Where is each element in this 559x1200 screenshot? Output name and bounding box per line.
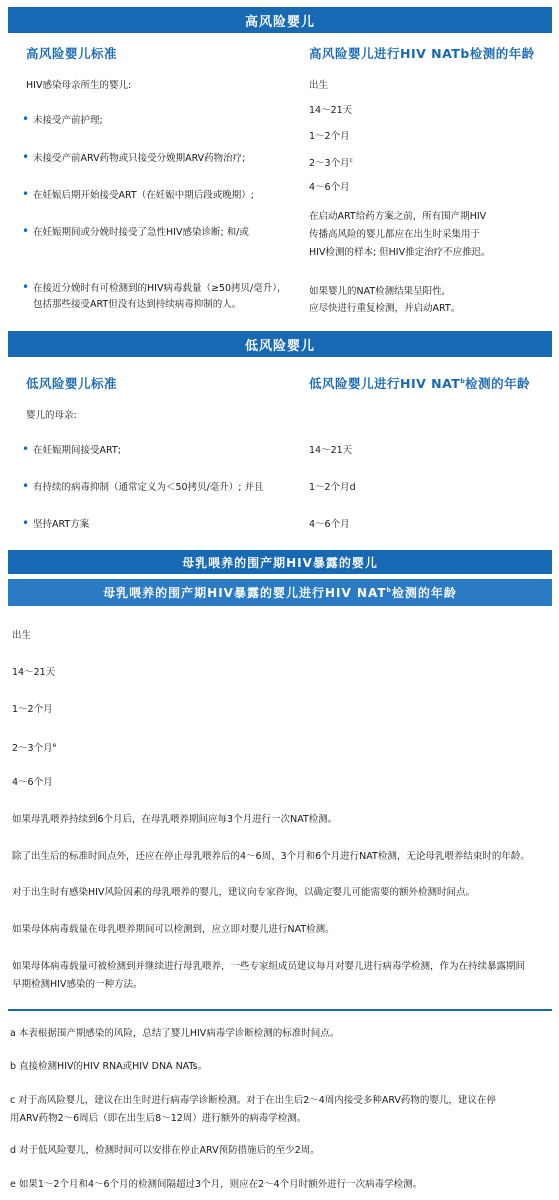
bullet-icon: • bbox=[22, 516, 30, 530]
bullet-icon: • bbox=[22, 280, 30, 294]
breastfeeding-note: 除了出生后的标准时间点外，还应在停止母乳喂养后的4～6周、3个月和6个月进行NAT检测，无论母乳喂养结束时的年龄。 bbox=[12, 851, 530, 862]
high-risk-note-line: 应尽快进行重复检测，并启动ART。 bbox=[309, 303, 461, 314]
breastfeeding-subbanner-title: 母乳喂养的围产期HIV暴露的婴儿进行HIV NAT$^b$检测的年龄 bbox=[103, 586, 457, 600]
high-risk-age-header: 高风险婴儿进行HIV NATb检测的年龄 bbox=[309, 46, 535, 61]
breastfeeding-note-cont: 早期检测HIV感染的一种方法。 bbox=[12, 979, 143, 990]
low-risk-criterion: 在妊娠期间接受ART; bbox=[33, 445, 121, 456]
high-risk-age: 1～2个月 bbox=[309, 131, 350, 142]
high-risk-criterion-cont: 包括那些接受ART但没有达到持续病毒抑制的人。 bbox=[33, 299, 242, 310]
high-risk-age: 2～3个月$^c$ bbox=[309, 157, 353, 170]
bullet-icon: • bbox=[22, 224, 30, 238]
breastfeeding-age: 4～6个月 bbox=[12, 777, 53, 788]
low-risk-banner-title: 低风险婴儿 bbox=[244, 338, 315, 354]
low-risk-criteria-header: 低风险婴儿标准 bbox=[26, 376, 118, 391]
high-risk-note-line: HIV检测的样本; 但HIV推定治疗不应推迟。 bbox=[309, 247, 491, 258]
bullet-icon: • bbox=[22, 150, 30, 164]
breastfeeding-age: 2～3个月$^e$ bbox=[12, 742, 57, 755]
high-risk-age: 4～6个月 bbox=[309, 182, 350, 193]
footnote-c: c 对于高风险婴儿，建议在出生时进行病毒学诊断检测。对于在出生后2～4周内接受多种ARV药物的婴儿，建议在停 bbox=[10, 1095, 496, 1106]
breastfeeding-age: 1～2个月 bbox=[12, 704, 53, 715]
low-risk-criterion: 坚持ART方案 bbox=[33, 519, 90, 530]
footnote-e: e 如果1～2个月和4～6个月的检测间隔超过3个月，则应在2～4个月时额外进行一次病毒学检测。 bbox=[10, 1179, 423, 1190]
low-risk-age: 4～6个月 bbox=[309, 519, 350, 530]
breastfeeding-age: 14～21天 bbox=[12, 667, 56, 678]
high-risk-banner-title: 高风险婴儿 bbox=[244, 14, 315, 30]
high-risk-criterion: 在妊娠期间或分娩时接受了急性HIV感染诊断; 和/或 bbox=[33, 227, 249, 238]
bullet-icon: • bbox=[22, 442, 30, 456]
high-risk-age: 14～21天 bbox=[309, 105, 353, 116]
low-risk-age: 1～2个月d bbox=[309, 482, 356, 493]
breastfeeding-note: 如果母乳喂养持续到6个月后，在母乳喂养期间应每3个月进行一次NAT检测。 bbox=[12, 814, 338, 825]
breastfeeding-note: 如果母体病毒载量在母乳喂养期间可以检测到，应立即对婴儿进行NAT检测。 bbox=[12, 924, 335, 935]
high-risk-criteria-header: 高风险婴儿标准 bbox=[26, 46, 118, 61]
low-risk-intro: 婴儿的母亲: bbox=[26, 410, 77, 421]
footnote-divider bbox=[8, 1009, 552, 1011]
high-risk-banner bbox=[8, 7, 552, 33]
low-risk-age: 14～21天 bbox=[309, 445, 353, 456]
breastfeeding-banner-title: 母乳喂养的围产期HIV暴露的婴儿 bbox=[182, 555, 378, 570]
footnote-d: d 对于低风险婴儿，检测时间可以安排在停止ARV预防措施后的至少2周。 bbox=[10, 1145, 320, 1156]
bullet-icon: • bbox=[22, 187, 30, 201]
high-risk-note-line: 如果婴儿的NAT检测结果呈阳性, bbox=[309, 286, 445, 297]
bullet-icon: • bbox=[22, 112, 30, 126]
footnote-b: b 直接检测HIV的HIV RNA或HIV DNA NATs。 bbox=[10, 1061, 208, 1072]
breastfeeding-note: 对于出生时有感染HIV风险因素的母乳喂养的婴儿，建议向专家咨询，以确定婴儿可能需要的额外检测时间点。 bbox=[12, 887, 475, 898]
high-risk-intro: HIV感染母亲所生的婴儿: bbox=[26, 80, 132, 91]
breastfeeding-age: 出生 bbox=[12, 630, 32, 641]
high-risk-criterion: 未接受产前ARV药物或只接受分娩期ARV药物治疗; bbox=[33, 153, 246, 164]
high-risk-note-line: 传播高风险的婴儿都应在出生时采集用于 bbox=[309, 229, 481, 240]
breastfeeding-banner bbox=[8, 550, 552, 574]
low-risk-criterion: 有持续的病毒抑制（通常定义为＜50拷贝/毫升）; 并且 bbox=[33, 482, 264, 493]
high-risk-age: 出生 bbox=[309, 80, 329, 91]
footnote-c-cont: 用ARV药物2～6周后（即在出生后8～12周）进行额外的病毒学检测。 bbox=[10, 1113, 307, 1124]
high-risk-criterion: 在妊娠后期开始接受ART（在妊娠中期后段或晚期）; bbox=[33, 190, 254, 201]
bullet-icon: • bbox=[22, 479, 30, 493]
high-risk-criterion: 未接受产前护理; bbox=[33, 115, 103, 126]
low-risk-age-header: 低风险婴儿进行HIV NAT$^b$检测的年龄 bbox=[309, 376, 531, 391]
high-risk-note-line: 在启动ART给药方案之前，所有围产期HIV bbox=[309, 211, 487, 222]
footnote-a: a 本表根据围产期感染的风险，总结了婴儿HIV病毒学诊断检测的标准时间点。 bbox=[10, 1028, 340, 1039]
breastfeeding-subbanner bbox=[8, 579, 552, 606]
high-risk-criterion: 在接近分娩时有可检测到的HIV病毒载量（≥50拷贝/毫升）， bbox=[33, 283, 287, 294]
low-risk-banner bbox=[8, 331, 552, 357]
breastfeeding-note: 如果母体病毒载量可被检测到并继续进行母乳喂养，一些专家组成员建议每月对婴儿进行病毒学检测，作为在持续暴露期间 bbox=[12, 961, 526, 972]
